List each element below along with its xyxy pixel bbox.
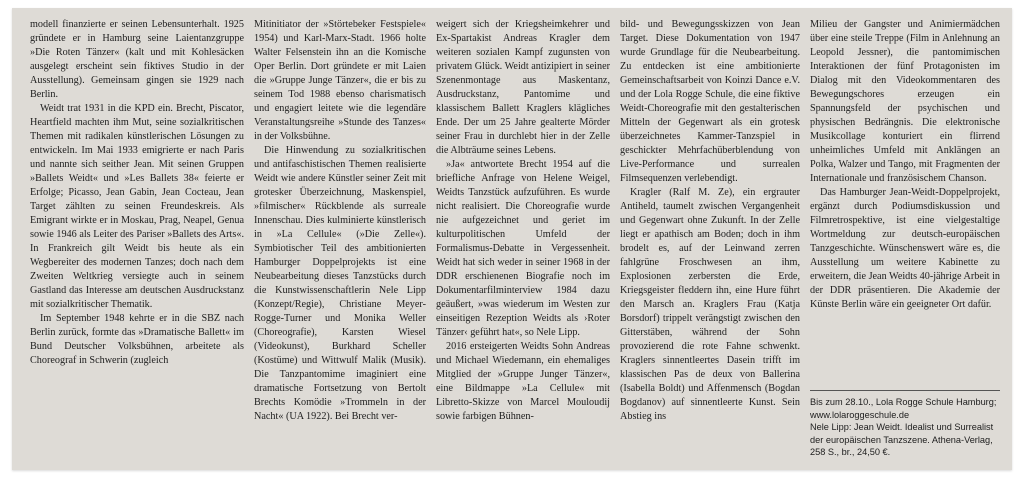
article-column-1 xyxy=(30,18,244,466)
paragraph: Im September 1948 kehrte er in die SBZ nach Berlin zurück, formte das »Dramatische Ballett« im Bund Deutscher Volksbühnen, arbeitete als Choreograf in Schwerin (zugleich xyxy=(30,313,244,366)
book-info: Nele Lipp: Jean Weidt. Idealist und Surrealist der europäischen Tanzszene. Athena-Verlag, 258 S., br., 24,50 €. xyxy=(810,422,994,457)
paragraph: Das Hamburger Jean-Weidt-Doppelprojekt, ergänzt durch Podiumsdiskussion und Filmretrospektive, ist eine vielgestaltige Wortmeldung zur deutsch-europäischen Tanzgeschichte. Wünschenswert wäre es, die Ausstellung um weitere Kabinette zu erweitern, die Jean Weidts 40-jährige Arbeit in der DDR präsentieren. Die Akademie der Künste Berlin wäre ein geeigneter Ort dafür. xyxy=(810,187,1000,310)
paragraph: Kragler (Ralf M. Ze), ein ergrauter Antiheld, taumelt zwischen Vergangenheit und Gegenwart ohne Zukunft. In der Zelle liegt er apathisch am Boden; doch in ihm brodelt es, auf der Leinwand zerren fahlgrüne Froschwesen an ihm, Explosionen zerbersten die Erde, Kriegsgeister fleddern ihn, eine Hure führt den Marsch an. Kraglers Frau (Katja Borsdorf) trippelt verängstigt zwischen den Gitterstäben, während der Sohn provozierend die rote Fahne schwenkt. Kraglers sinnentleertes Dasein trifft im klassischen Pas de deux von Ballerina (Isabella Boldt) und Affenmensch (Bogdan Bogdanov) auf sinnentleerte Kunst. Sein Abstieg ins xyxy=(620,187,800,422)
article-column-4 xyxy=(620,18,800,466)
paragraph: Weidt trat 1931 in die KPD ein. Brecht, Piscator, Heartfield machten ihm Mut, seine sozialkritischen Themen mit radikalen künstlerischen Lösungen zu entwickeln. Im Mai 1933 emigrierte er nach Paris und nannte sich seither Jean. Mit seinen Gruppen »Ballets Weidt« und »Les Ballets 38« feierte er Erfolge; Picasso, Jean Gabin, Jean Cocteau, Jean Target zählten zu seinen Freundeskreis. Als Emigrant wirkte er in Moskau, Prag, Neapel, Genua sowie 1946 als Leiter des Pariser »Ballets des Arts«. In Frankreich gilt Weidt bis heute als ein Wegbereiter des modernen Tanzes; doch nach dem Zweiten Weltkrieg versiegte auch in seinem Gastland das Interesse am deutschen Ausdruckstanz mit sozialkritischer Thematik. xyxy=(30,103,244,310)
paragraph: »Ja« antwortete Brecht 1954 auf die briefliche Anfrage von Helene Weigel, Weidts Tanzstück aufzuführen. Es wurde nicht realisiert. Die Choreografie wurde nie aufgezeichnet und geriet im kulturpolitischen Umfeld der Formalismus-Debatte in Vergessenheit. Weidt hat sich weder in seiner 1968 in der DDR erschienenen Biografie noch im Dokumentarfilminterview 1984 dazu geäußert, »was wiederum im Westen zur einseitigen Rezeption Weidts als ›Roter Tänzer‹ geführt hat«, so Nele Lipp. xyxy=(436,159,610,338)
info-box xyxy=(810,390,1000,459)
newspaper-clipping xyxy=(12,8,1012,470)
article-column-2 xyxy=(254,18,426,466)
paragraph: bild- und Bewegungsskizzen von Jean Target. Diese Dokumentation von 1947 wurde Grundlage für die Neubearbeitung. Zu entdecken ist eine ambitionierte Gemeinschaftsarbeit von Koinzi Dance e.V. und der Lola Rogge Schule, die eine fiktive Weidt-Choreografie mit den gestalterischen Mitteln der Gegenwart als ein grotesk überzeichnetes Kammer-Tanzspiel in geschickter Mehrfachüberblendung von Live-Performance und surrealen Filmsequenzen verlebendigt. xyxy=(620,19,800,184)
paragraph: Mitinitiator der »Störtebeker Festspiele« 1954) und Karl-Marx-Stadt. 1966 holte Walter Felsenstein ihn an die Komische Oper Berlin. Dort gründete er mit Laien die »Gruppe Junge Tänzer«, die er bis zu seinem Tod 1988 ebenso charismatisch und engagiert leitete wie die legendäre Veranstaltungsreihe »Stunde des Tanzes« in der Volksbühne. xyxy=(254,19,426,142)
article-column-5 xyxy=(810,18,1000,388)
paragraph: Milieu der Gangster und Animiermädchen über eine steile Treppe (Film in Anlehnung an Leopold Jessner), die pantomimischen Interaktionen der fünf Protagonisten im Dialog mit den Videokommentaren des Bewegungschores erzeugen ein Spannungsfeld der psychischen und physischen Bedrängnis. Die elektronische Musikcollage konturiert ein flirrend unheimliches Umfeld mit Anklängen an Polka, Walzer und Tango, mit Fragmenten der Internationale und französischem Chanson. xyxy=(810,19,1000,184)
paragraph: Die Hinwendung zu sozialkritischen und antifaschistischen Themen realisierte Weidt wie andere Künstler seiner Zeit mit grotesker Überzeichnung, Maskenspiel, »filmischer« Rückblende als surreale Innenschau. Dies kulminierte künstlerisch in »La Cellule« (»Die Zelle«). Symbiotischer Teil des ambitionierten Hamburger Doppelprojekts ist eine Neubearbeitung dieses Tanzstücks durch die Kunstwissenschaftlerin Nele Lipp (Konzept/Regie), Christiane Meyer-Rogge-Turner und Monika Weller (Choreografie), Karsten Wiesel (Videokunst), Burkhard Scheller (Kostüme) und Wittwulf Malik (Musik). Die Tanzpantomime imaginiert eine dramatische Fortsetzung von Bertolt Brechts Komödie »Trommeln in der Nacht« (UA 1922). Bei Brecht ver- xyxy=(254,145,426,422)
paragraph: weigert sich der Kriegsheimkehrer und Ex-Spartakist Andreas Kragler dem weiteren sozialen Kampf zugunsten von privatem Glück. Weidt antizipiert in seiner Szenenmontage aus Maskentanz, Ausdruckstanz, Pantomime und klassischem Ballett Kraglers klägliches Ende. Der um 25 Jahre gealterte Mörder seiner Frau in durchlebt hier in der Zelle die Albträume seines Lebens. xyxy=(436,19,610,156)
paragraph: 2016 ersteigerten Weidts Sohn Andreas und Michael Wiedemann, ein ehemaliges Mitglied der »Gruppe Junger Tänzer«, eine Bildmappe »La Cellule« mit Libretto-Skizze von Marcel Mouloudij sowie farbigen Bühnen- xyxy=(436,341,610,422)
article-column-3 xyxy=(436,18,610,466)
exhibition-info: Bis zum 28.10., Lola Rogge Schule Hamburg; www.lolaroggeschule.de xyxy=(810,397,997,420)
paragraph: modell finanzierte er seinen Lebensunterhalt. 1925 gründete er in Hamburg seine Laientanzgruppe »Die Roten Tänzer« (kalt und mit Kohlesäcken ausgelegt erscheint sein fiktives Studio in der Ausstellung). Gemeinsam gingen sie 1929 nach Berlin. xyxy=(30,19,244,100)
